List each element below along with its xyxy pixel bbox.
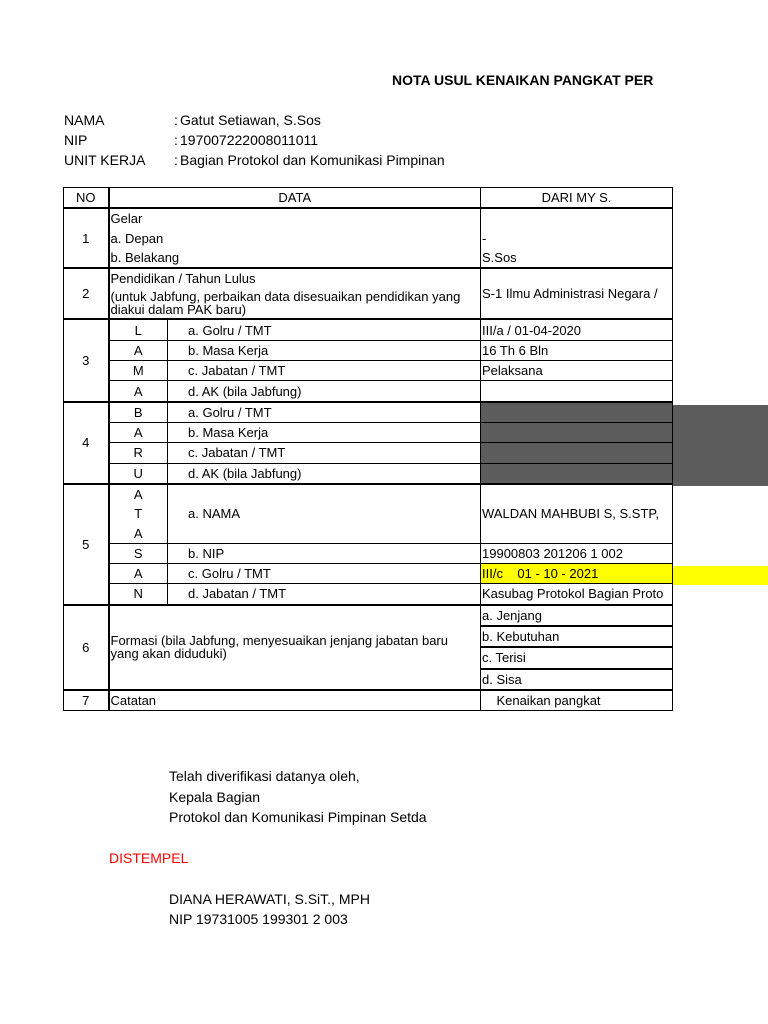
item-label: b. Belakang	[110, 250, 180, 266]
letter-cell: B	[109, 402, 168, 423]
letter-cell: A	[109, 484, 168, 504]
row-item: c. Jabatan / TMT	[168, 361, 481, 381]
row-item	[168, 484, 481, 504]
letter-cell: N	[109, 584, 168, 605]
table-row	[64, 504, 673, 523]
verifier-unit: Protokol dan Komunikasi Pimpinan Setda	[169, 809, 427, 825]
cell-value-greyed	[481, 402, 673, 423]
row-title: Gelar	[109, 208, 481, 228]
cell-value: Pelaksana	[481, 361, 673, 381]
cell-value	[481, 381, 673, 402]
row-number: 1	[64, 208, 109, 268]
identity-value: 197007222008011011	[180, 132, 319, 148]
table-row	[64, 248, 673, 268]
verification-line: Telah diverifikasi datanya oleh,	[169, 768, 360, 784]
table-row	[64, 543, 673, 563]
table-row	[64, 463, 673, 484]
row-number: 4	[64, 402, 109, 484]
identity-value: Gatut Setiawan, S.Sos	[180, 112, 321, 128]
row-item: d. AK (bila Jabfung)	[168, 381, 481, 402]
identity-row-nip	[64, 130, 445, 150]
item-label: a. Depan	[110, 230, 164, 246]
cell-value: Kenaikan pangkat	[481, 690, 673, 711]
letter-cell: M	[109, 361, 168, 381]
identity-row-nama	[64, 110, 445, 130]
table-row	[64, 268, 673, 288]
row-title: Pendidikan / Tahun Lulus	[109, 268, 481, 288]
yellow-highlight-overflow	[672, 566, 768, 585]
row-title: Formasi (bila Jabfung, menyesuaikan jenjang jabatan baru yang akan diduduki)	[109, 605, 481, 690]
row-note: (untuk Jabfung, perbaikan data disesuaikan pendidikan yang diakui dalam PAK baru)	[109, 288, 481, 319]
letter-cell: A	[109, 422, 168, 442]
letter-cell: R	[109, 443, 168, 463]
identity-block	[64, 110, 445, 170]
cell-value: c. Terisi	[481, 647, 673, 668]
cell-value: S.Sos	[481, 248, 673, 268]
identity-separator: :	[174, 152, 178, 168]
letter-cell: A	[109, 564, 168, 584]
identity-value: Bagian Protokol dan Komunikasi Pimpinan	[180, 152, 445, 168]
table-row	[64, 422, 673, 442]
row-item: d. Jabatan / TMT	[168, 584, 481, 605]
row-number: 3	[64, 319, 109, 401]
letter-cell: A	[109, 523, 168, 543]
document-title: NOTA USUL KENAIKAN PANGKAT PER	[392, 72, 654, 88]
table-row	[64, 381, 673, 402]
grey-fill-overflow	[672, 405, 768, 486]
letter-cell: T	[109, 504, 168, 523]
letter-cell: U	[109, 463, 168, 484]
cell-value: 19900803 201206 1 002	[481, 543, 673, 563]
row-title: Catatan	[109, 690, 481, 711]
letter-cell: L	[109, 319, 168, 340]
table-row	[64, 484, 673, 504]
cell-value: 16 Th 6 Bln	[481, 340, 673, 360]
header-no: NO	[64, 188, 109, 209]
row-item: b. Masa Kerja	[168, 422, 481, 442]
cell-value: a. Jenjang	[481, 605, 673, 626]
cell-value-greyed	[481, 422, 673, 442]
row-number: 5	[64, 484, 109, 605]
table-row	[64, 605, 673, 626]
row-item: d. AK (bila Jabfung)	[168, 463, 481, 484]
row-item	[109, 229, 481, 248]
table-row	[64, 443, 673, 463]
table-row	[64, 319, 673, 340]
cell-value: -	[481, 229, 673, 248]
stamp-note: DISTEMPEL	[109, 850, 189, 866]
row-item: c. Golru / TMT	[168, 564, 481, 584]
identity-label: NAMA	[64, 112, 105, 128]
table-row	[64, 564, 673, 584]
row-number: 6	[64, 605, 109, 690]
row-number: 7	[64, 690, 109, 711]
letter-cell: S	[109, 543, 168, 563]
identity-separator: :	[174, 112, 178, 128]
table-row	[64, 402, 673, 423]
table-row	[64, 584, 673, 605]
row-item: b. Masa Kerja	[168, 340, 481, 360]
signatory-name: DIANA HERAWATI, S.SiT., MPH	[169, 891, 370, 907]
header-source: DARI MY S.	[481, 188, 673, 209]
table-row	[64, 361, 673, 381]
letter-cell: A	[109, 381, 168, 402]
row-item	[109, 248, 481, 268]
header-data: DATA	[109, 188, 481, 209]
signatory-nip: NIP 19731005 199301 2 003	[169, 911, 348, 927]
cell-value: Kasubag Protokol Bagian Proto	[481, 584, 673, 605]
table-row	[64, 523, 673, 543]
cell-value	[481, 484, 673, 504]
identity-row-unit-kerja	[64, 150, 445, 170]
row-item: a. Golru / TMT	[168, 402, 481, 423]
cell-value	[481, 208, 673, 228]
row-item: a. NAMA	[168, 504, 481, 523]
letter-cell: A	[109, 340, 168, 360]
table-row	[64, 340, 673, 360]
row-item	[168, 523, 481, 543]
table-row	[64, 208, 673, 228]
row-item: a. Golru / TMT	[168, 319, 481, 340]
identity-label: UNIT KERJA	[64, 152, 146, 168]
row-item: b. NIP	[168, 543, 481, 563]
cell-value	[481, 523, 673, 543]
cell-value: S-1 Ilmu Administrasi Negara /	[481, 268, 673, 319]
verifier-position: Kepala Bagian	[169, 789, 261, 805]
row-item: c. Jabatan / TMT	[168, 443, 481, 463]
cell-value: WALDAN MAHBUBI S, S.STP,	[481, 504, 673, 523]
cell-value: d. Sisa	[481, 669, 673, 690]
row-number: 2	[64, 268, 109, 319]
cell-value-greyed	[481, 463, 673, 484]
table-row	[64, 229, 673, 248]
table-row	[64, 690, 673, 711]
cell-value-greyed	[481, 443, 673, 463]
identity-label: NIP	[64, 132, 88, 148]
data-table	[63, 187, 673, 711]
table-header-row	[64, 188, 673, 209]
cell-value: b. Kebutuhan	[481, 626, 673, 647]
cell-value-highlighted: III/c 01 - 10 - 2021	[481, 564, 673, 584]
cell-value: III/a / 01-04-2020	[481, 319, 673, 340]
identity-separator: :	[174, 132, 178, 148]
